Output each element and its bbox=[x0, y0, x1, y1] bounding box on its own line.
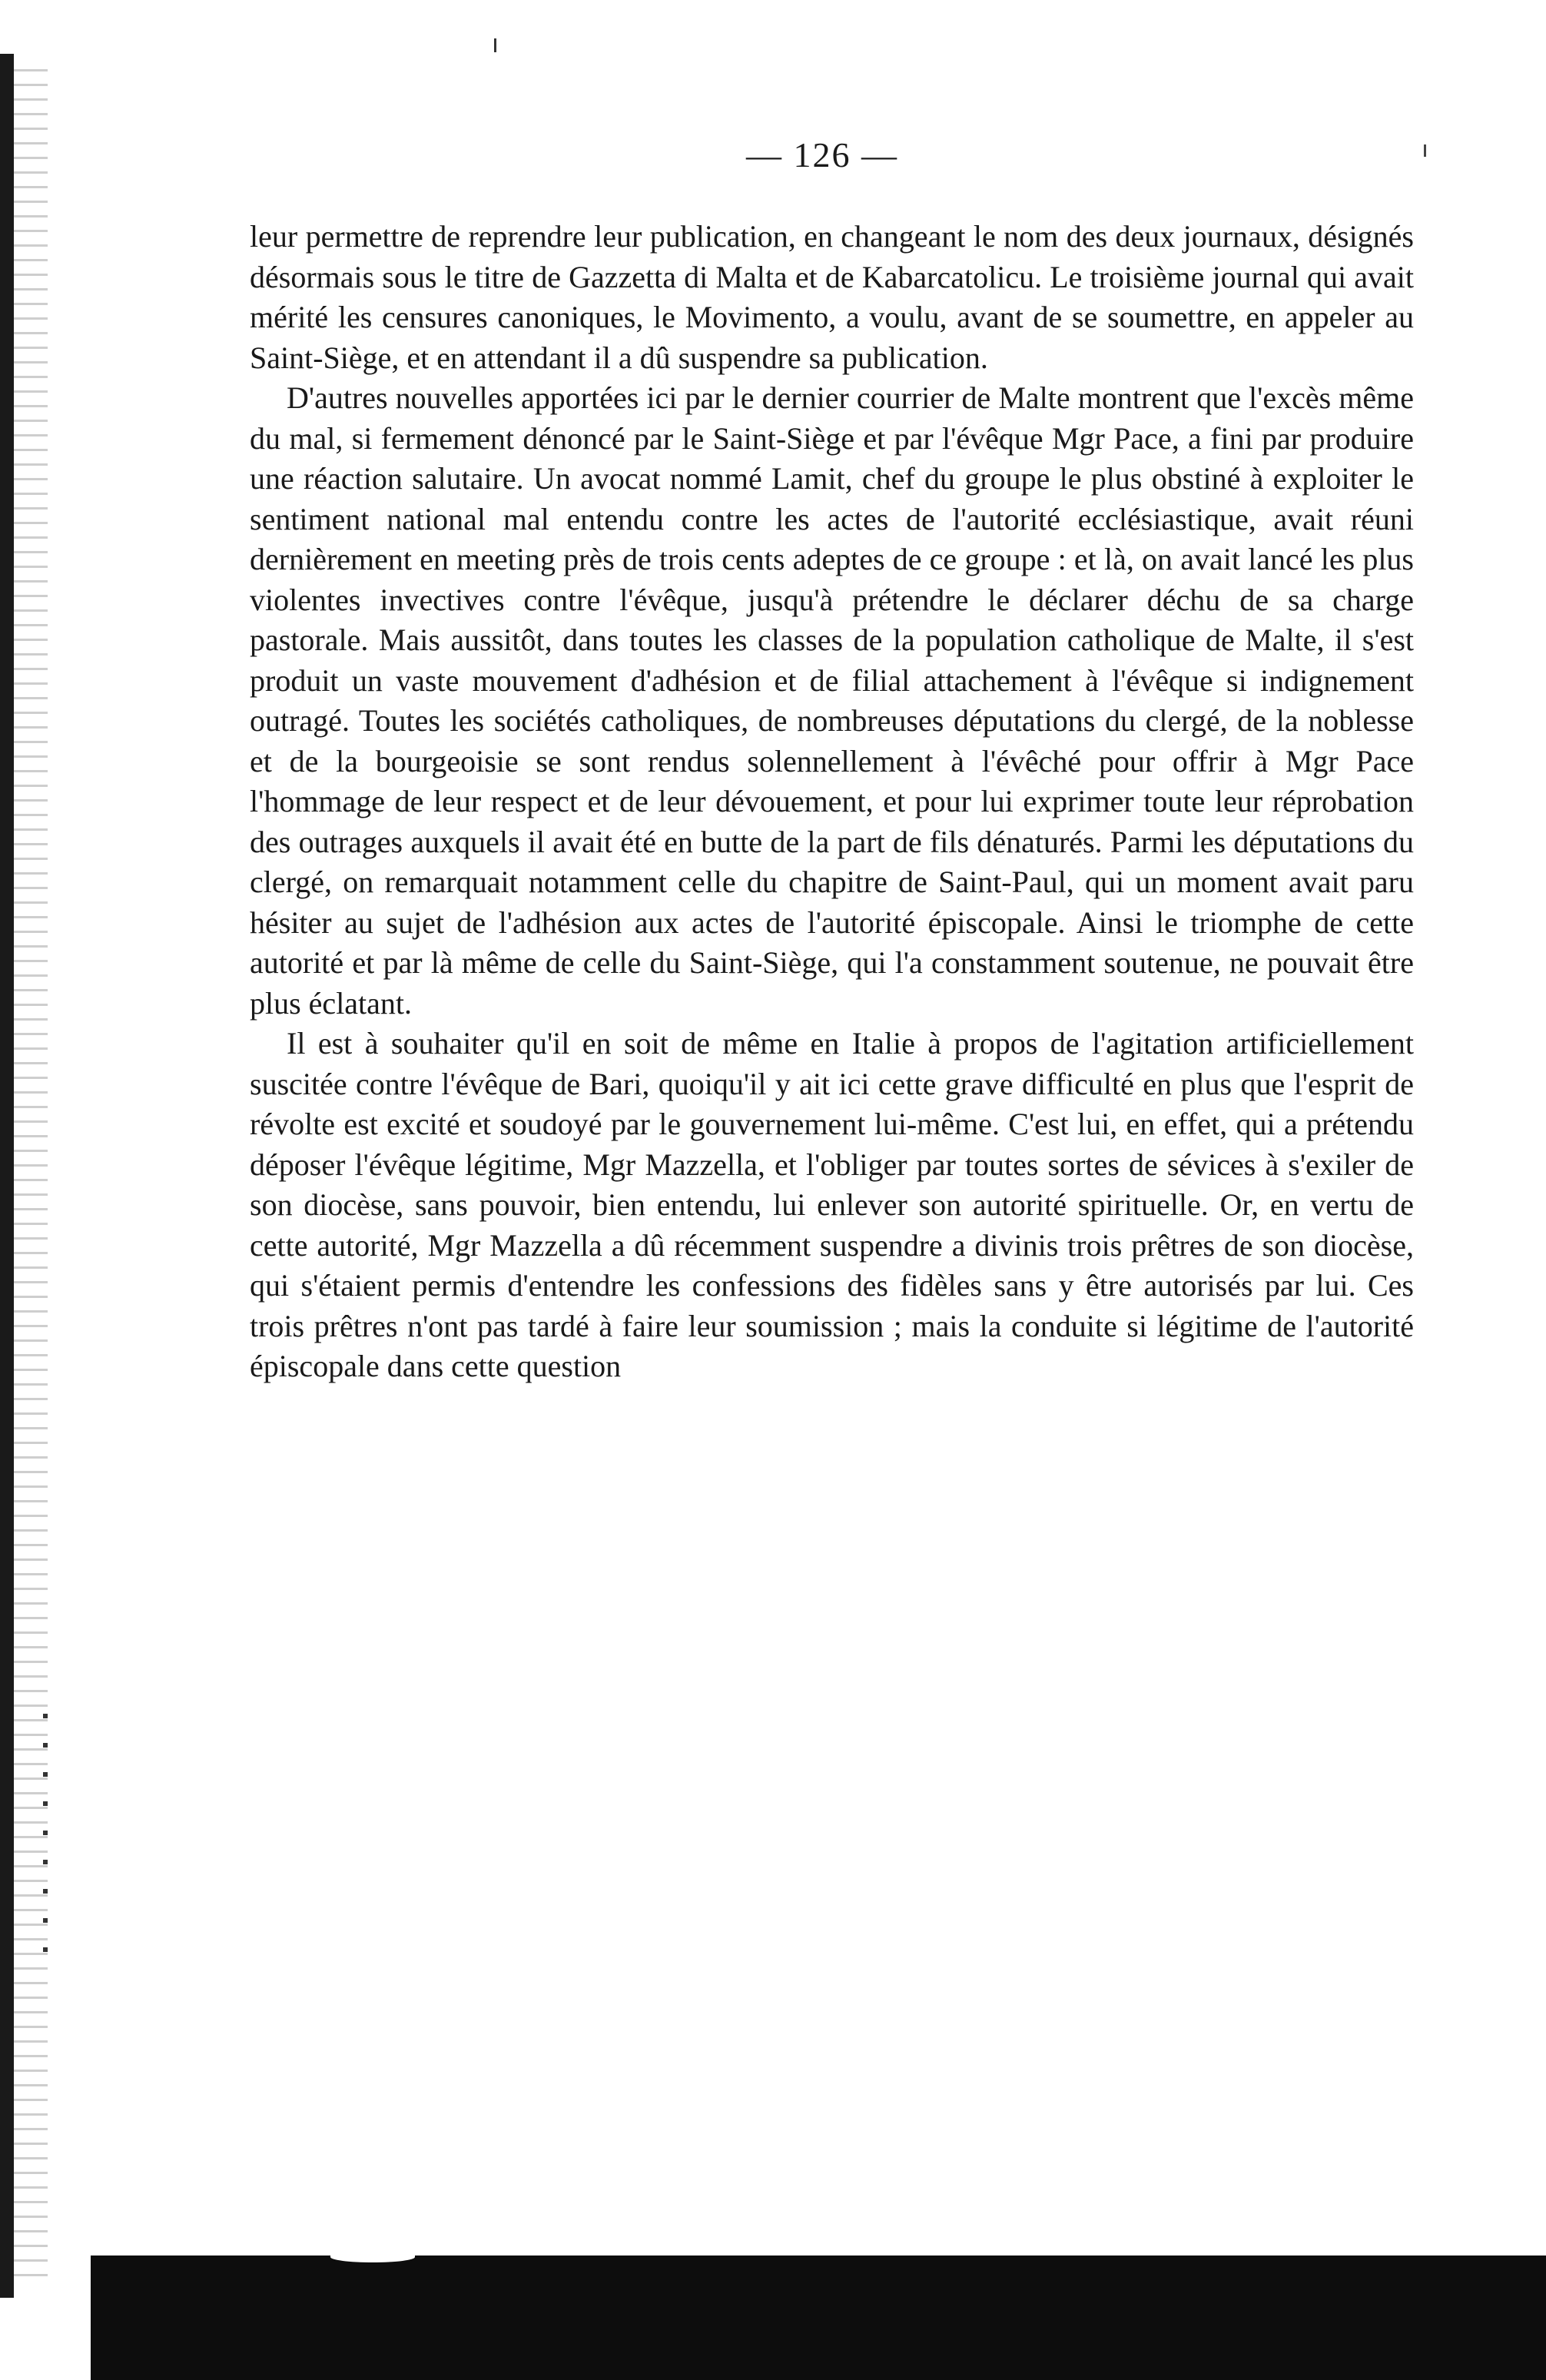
binding-shadow bbox=[0, 54, 14, 2298]
body-text bbox=[250, 217, 1414, 1387]
paragraph-2: D'autres nouvelles apportées ici par le dernier courrier de Malte montrent que l'excès même du mal, si fermement dénoncé par le Saint-Siège et par l'évêque Mgr Pace, a fini par produire une réaction salutaire. Un avocat nommé Lamit, chef du groupe le plus obstiné à exploiter le sentiment national mal entendu contre les actes de l'autorité ecclésiastique, avait réuni dernièrement en meeting près de trois cents adeptes de ce groupe : et là, on avait lancé les plus violentes invectives contre l'évêque, jusqu'à prétendre le déclarer déchu de sa charge pastorale. Mais aussitôt, dans toutes les classes de la population catholique de Malte, il s'est produit un vaste mouvement d'adhésion et de filial attachement à l'évêque si indignement outragé. Toutes les sociétés catholiques, de nombreuses députations du clergé, de la noblesse et de la bourgeoisie se sont rendus solennellement à l'évêché pour offrir à Mgr Pace l'hommage de leur respect et de leur dévouement, et pour lui exprimer toute leur réprobation des outrages auxquels il avait été en butte de la part de fils dénaturés. Parmi les députations du clergé, on remarquait notamment celle du chapitre de Saint-Paul, qui un moment avait paru hésiter au sujet de l'adhésion aux actes de l'autorité épiscopale. Ainsi le triomphe de cette autorité et par là même de celle du Saint-Siège, qui l'a constamment soutenue, ne pouvait être plus éclatant. bbox=[250, 380, 1414, 1021]
scan-mark-top bbox=[494, 38, 496, 52]
scan-band-notch bbox=[330, 2252, 415, 2262]
paragraph-3: Il est à souhaiter qu'il en soit de même en Italie à propos de l'agitation artificiellement suscitée contre l'évêque de Bari, quoiqu'il y ait ici cette grave difficulté en plus que l'esprit de révolte est excité et soudoyé par le gouvernement lui-même. C'est lui, en effet, qui a prétendu déposer l'évêque légitime, Mgr Mazzella, et l'obliger par toutes sortes de sévices à s'exiler de son diocèse, sans pouvoir, bien entendu, lui enlever son autorité spirituelle. Or, en vertu de cette autorité, Mgr Mazzella a dû récemment suspendre a divinis trois prêtres de son diocèse, qui s'étaient permis d'entendre les confessions des fidèles sans y être autorisés par lui. Ces trois prêtres n'ont pas tardé à faire leur soumission ; mais la conduite si légitime de l'autorité épiscopale dans cette question bbox=[250, 1026, 1414, 1383]
paragraph-1: leur permettre de reprendre leur publication, en changeant le nom des deux journaux, désignés désormais sous le titre de Gazzetta di Malta et de Kabarcatolicu. Le troisième journal qui avait mérité les censures canoniques, le Movimento, a voulu, avant de se soumettre, en appeler au Saint-Siège, et en attendant il a dû suspendre sa publication. bbox=[250, 219, 1414, 375]
page-number: — 126 — bbox=[746, 135, 898, 174]
margin-dots bbox=[43, 1714, 48, 1960]
scan-mark-right bbox=[1424, 144, 1426, 157]
scan-bottom-band bbox=[91, 2256, 1546, 2380]
